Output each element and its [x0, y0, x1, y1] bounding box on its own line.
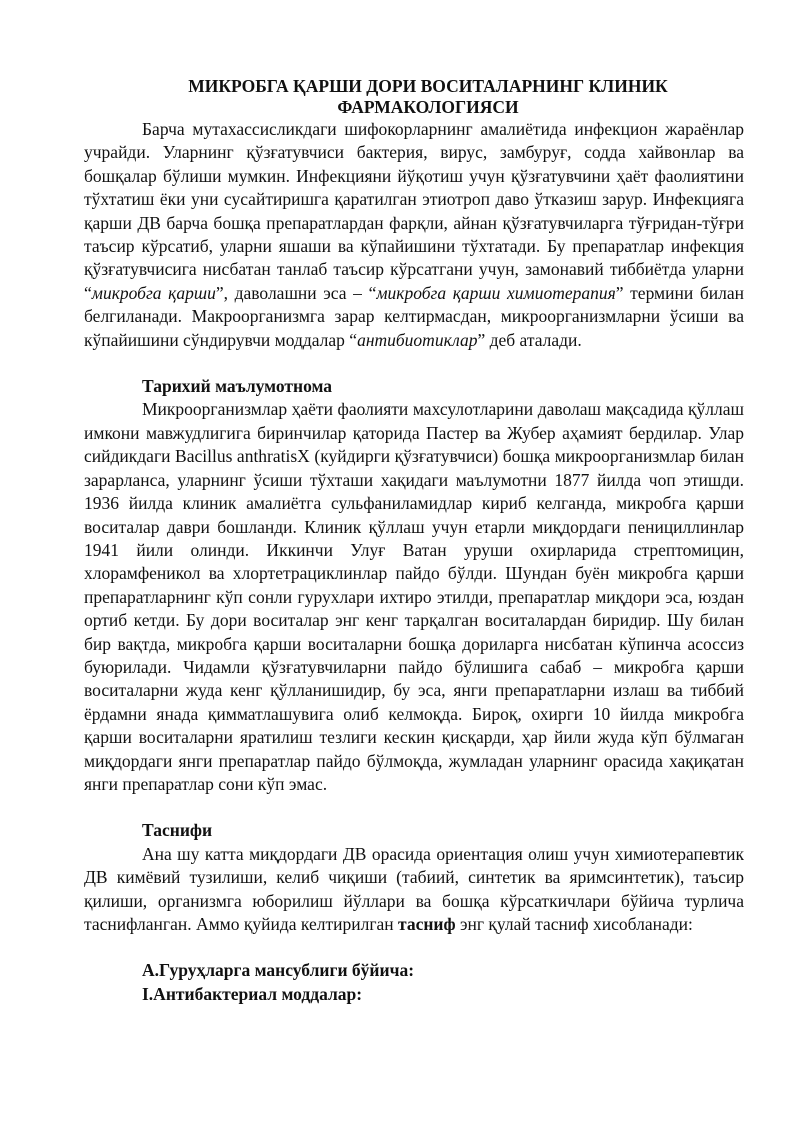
title-line-1: МИКРОБГА ҚАРШИ ДОРИ ВОСИТАЛАРНИНГ КЛИНИК: [188, 76, 668, 96]
intro-text-4: ” деб аталади.: [477, 329, 582, 350]
groups-subheading: А.Гуруҳларга мансублиги бўйича:: [142, 960, 415, 981]
classification-text-2: энг қулай тасниф хисобланади:: [455, 914, 693, 934]
history-paragraph: Микроорганизмлар ҳаёти фаолияти махсулотларини даволаш мақсадида қўллаш имкони мавжудлигига биринчилар қаторида Пастер ва Жубер аҳамият бердилар. Улар сийдикдаги Bacillus anthratisX (куйдирги қўзғатувчиси) бошқа микроорганизмлар билан зарарланса, уларнинг ўсиши тўхташи хақидаги маълумотни 1877 йилда чоп этишди. 1936 йилда клиник амалиётга сульфаниламидлар кириб келганда, микробга қарши воситалар даври бошланди. Клиник қўллаш учун етарли миқдордаги пенициллинлар 1941 йили олинди. Иккинчи Улуғ Ватан уруши охирларида стрептомицин, хлорамфеникол ва хлортетрациклинлар пайдо бўлди. Шундан буён микробга қарши препаратларнинг кўп сонли гурухлари ихтиро этилди, препаратлар миқдори эса, юздан ортиб кетди. Бу дори воситалар энг кенг тарқалган воситалардан биридир. Шу билан бир вақтда, микробга қарши воситаларни бошқа дориларга нисбатан кўпинча асоссиз буюрилади. Чидамли қўзғатувчиларни пайдо бўлишига сабаб – микробга қарши воситаларни жуда кенг қўлланишидир, бу эса, янги препаратларни излаш ва тиббий ёрдамни янада қимматлашувига олиб келмоқда. Бироқ, охирги 10 йилда микробга қарши воситаларни яратилиш тезлиги кескин қисқарди, ҳар йили жуда кўп бўлмаган миқдордаги янги препаратлар пайдо бўлмоқда, жумладан уларнинг орасида хақиқатан янги препаратлар сони кўп эмас.: [84, 399, 744, 794]
antibacterial-subheading: I.Антибактериал моддалар:: [142, 983, 363, 1004]
intro-text-3: ” термини билан белгиланади. Макроорганизмга зарар келтирмасдан, микроорганизмларни ўсиши ва кўпайишини сўндирувчи моддалар “: [84, 282, 744, 350]
intro-text-2: ”, даволашни эса – “: [215, 282, 377, 303]
intro-emphasis-1: микробга қарши: [91, 282, 216, 303]
classification-paragraph: [84, 843, 744, 937]
intro-emphasis-3: антибиотиклар: [357, 329, 478, 350]
intro-text-1: Барча мутахассисликдаги шифокорларнинг амалиётида инфекцион жараёнлар учрайди. Уларнинг қўзғатувчиси бактерия, вирус, замбуруғ, содда хайвонлар ва бошқалар бўлиши мумкин. Инфекцияни йўқотиш учун қўзғатувчини ҳаёт фаолиятини тўхтатиш ёки уни сусайтиришга қаратилган этиотроп даво ўтказиш зарур. Инфекцияга қарши ДВ барча бошқа препаратлардан фарқли, айнан қўзғатувчиларга тўғридан-тўғри таъсир кўрсатиб, уларни яшаши ва кўпайишини тўхтатади. Бу препаратлар инфекция қўзғатувчисига нисбатан танлаб таъсир кўрсатгани учун, замонавий тиббиётда уларни “: [84, 119, 744, 303]
document-title: [84, 76, 744, 118]
classification-text-1: Ана шу катта миқдордаги ДВ орасида ориентация олиш учун химиотерапевтик ДВ кимёвий тузилиши, келиб чиқиши (табиий, синтетик ва яримсинтетик), таъсир қилиши, организмга юборилиш йўллари ва бошқа кўрсаткичлари бўйича турлича таснифланган. Аммо қуйида келтирилган: [84, 843, 744, 934]
title-line-2: ФАРМАКОЛОГИЯСИ: [337, 97, 519, 117]
intro-emphasis-2: микробга қарши химиотерапия: [376, 282, 616, 303]
intro-paragraph: [84, 118, 744, 352]
classification-bold-term: тасниф: [398, 914, 456, 934]
classification-heading: Таснифи: [142, 820, 213, 841]
history-heading: Тарихий маълумотнома: [142, 376, 333, 397]
